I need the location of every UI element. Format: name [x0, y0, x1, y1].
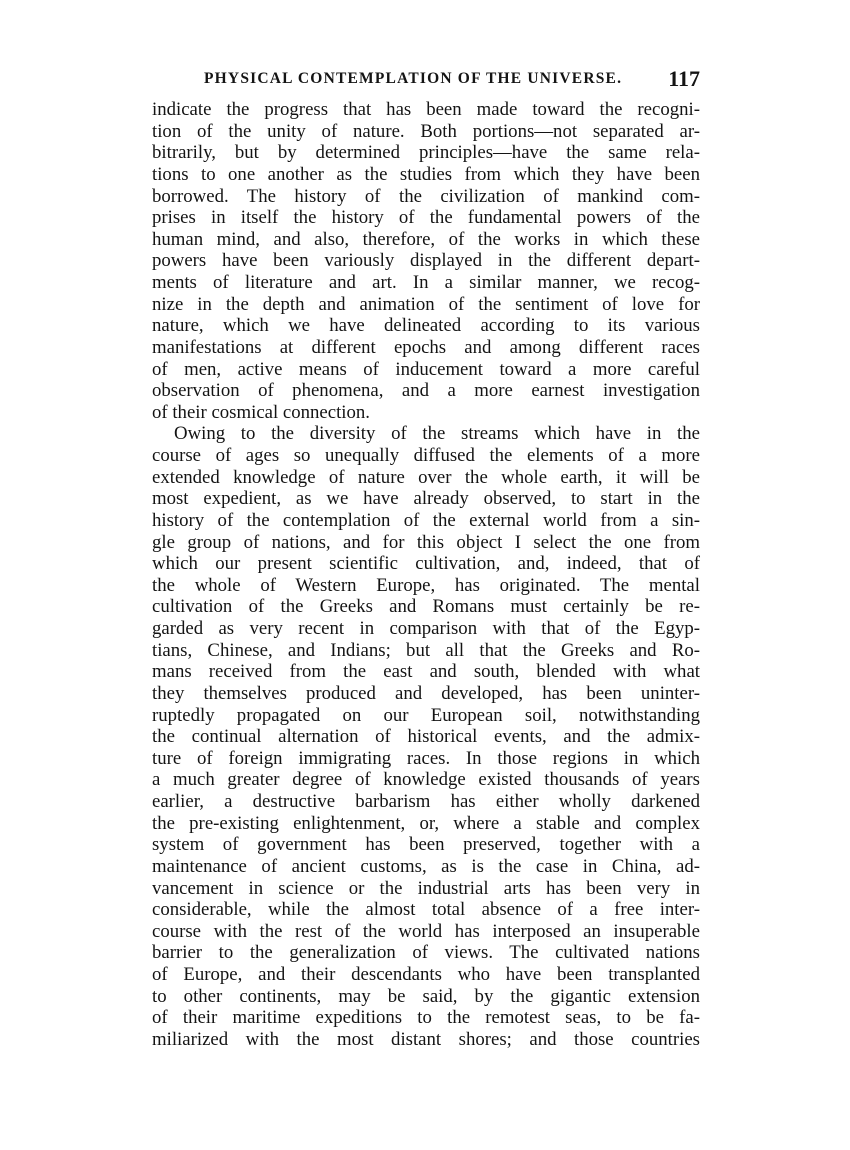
text-line: barrier to the generalization of views. The cultivated nations: [152, 942, 700, 964]
text-line: they themselves produced and developed, has been uninter-: [152, 682, 700, 704]
running-head: [200, 66, 700, 94]
page-number: 117: [668, 66, 700, 91]
text-line: bitrarily, but by determined principles—have the same rela-: [152, 142, 700, 164]
text-line: prises in itself the history of the fundamental powers of the: [152, 207, 700, 229]
text-line: which our present scientific cultivation, and, indeed, that of: [152, 553, 700, 575]
text-line: of their cosmical connection.: [152, 401, 370, 423]
text-line: system of government has been preserved, together with a: [152, 834, 700, 856]
text-line: observation of phenomena, and a more earnest investigation: [152, 380, 700, 402]
text-line: borrowed. The history of the civilization of mankind com-: [152, 185, 700, 207]
text-line: manifestations at different epochs and among different races: [152, 336, 700, 358]
text-line: extended knowledge of nature over the whole earth, it will be: [152, 466, 700, 488]
text-line: course with the rest of the world has interposed an insuperable: [152, 920, 700, 942]
text-line: the whole of Western Europe, has originated. The mental: [152, 574, 700, 596]
text-line: human mind, and also, therefore, of the works in which these: [152, 228, 700, 250]
text-line: Owing to the diversity of the streams which have in the: [174, 423, 700, 445]
text-line: the pre-existing enlightenment, or, where a stable and complex: [152, 812, 700, 834]
text-line: tions to one another as the studies from which they have been: [152, 163, 700, 185]
text-line: nize in the depth and animation of the sentiment of love for: [152, 293, 700, 315]
text-line: a much greater degree of knowledge existed thousands of years: [152, 769, 700, 791]
text-line: maintenance of ancient customs, as is the case in China, ad-: [152, 855, 700, 877]
text-line: of men, active means of inducement toward a more careful: [152, 358, 700, 380]
text-line: considerable, while the almost total absence of a free inter-: [152, 899, 700, 921]
text-line: course of ages so unequally diffused the elements of a more: [152, 445, 700, 466]
text-line: earlier, a destructive barbarism has either wholly darkened: [152, 791, 700, 812]
text-line: ture of foreign immigrating races. In those regions in which: [152, 747, 700, 769]
text-line: ruptedly propagated on our European soil, notwithstanding: [152, 704, 700, 726]
text-line: ments of literature and art. In a similar manner, we recog-: [152, 272, 700, 293]
text-line: the continual alternation of historical events, and the admix-: [152, 726, 700, 748]
text-line: garded as very recent in comparison with that of the Egyp-: [152, 618, 700, 639]
text-line: powers have been variously displayed in the different depart-: [152, 250, 700, 272]
text-line: history of the contemplation of the external world from a sin-: [152, 509, 700, 531]
text-line: mans received from the east and south, blended with what: [152, 661, 700, 683]
text-line: indicate the progress that has been made toward the recogni-: [152, 99, 700, 120]
text-line: gle group of nations, and for this object I select the one from: [152, 531, 700, 553]
body-text: [152, 99, 700, 1051]
text-line: miliarized with the most distant shores; and those countries: [152, 1028, 700, 1050]
text-line: tion of the unity of nature. Both portions—not separated ar-: [152, 120, 700, 142]
running-title: PHYSICAL CONTEMPLATION OF THE UNIVERSE.: [204, 70, 623, 87]
text-line: of their maritime expeditions to the remotest seas, to be fa-: [152, 1007, 700, 1029]
text-line: of Europe, and their descendants who have been transplanted: [152, 964, 700, 985]
text-line: nature, which we have delineated according to its various: [152, 315, 700, 337]
text-line: vancement in science or the industrial arts has been very in: [152, 877, 700, 899]
text-line: most expedient, as we have already observed, to start in the: [152, 488, 700, 510]
text-line: to other continents, may be said, by the gigantic extension: [152, 985, 700, 1007]
text-line: cultivation of the Greeks and Romans must certainly be re-: [152, 596, 700, 618]
text-line: tians, Chinese, and Indians; but all that the Greeks and Ro-: [152, 639, 700, 661]
